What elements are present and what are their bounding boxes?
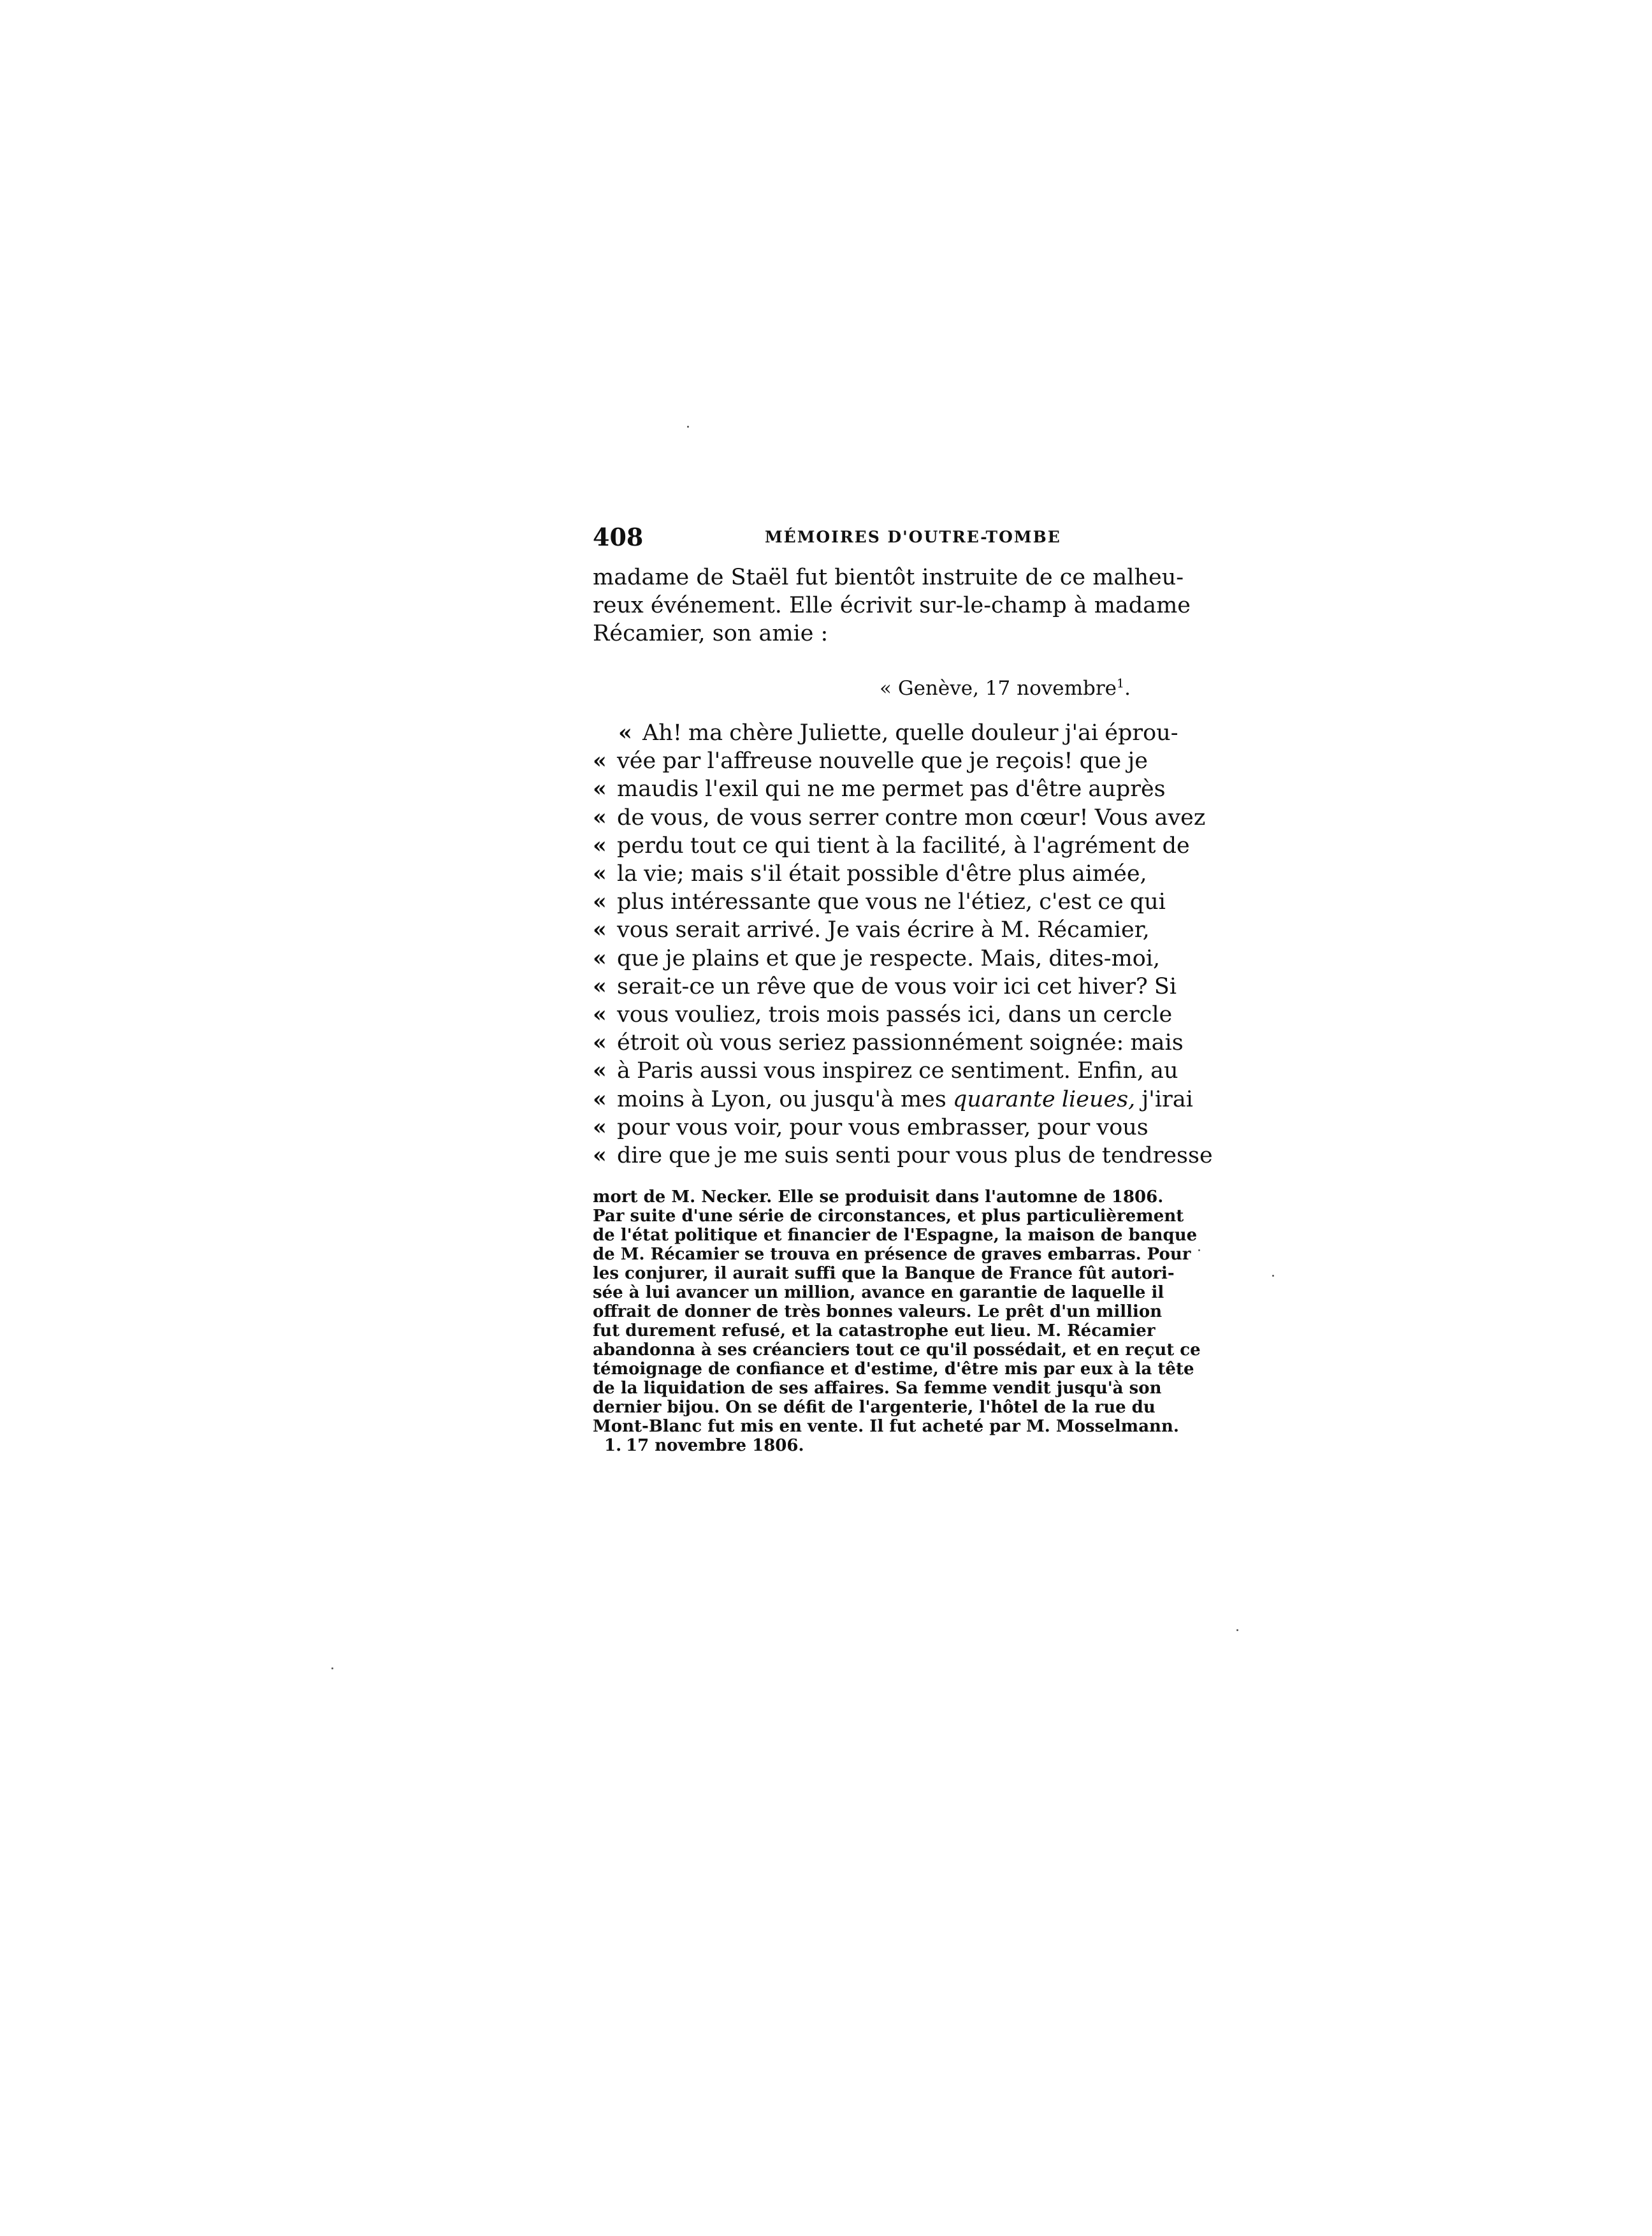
letter-line-text: vous vouliez, trois mois passés ici, dans un cercle	[617, 1002, 1173, 1028]
quote-mark: «	[593, 1114, 607, 1140]
dateline-text: « Genève, 17 novembre	[880, 677, 1117, 700]
letter-line	[593, 1029, 1192, 1057]
footnote-line: de l'état politique et financier de l'Espagne, la maison de banque	[593, 1226, 1198, 1245]
quote-mark: «	[593, 1085, 607, 1112]
intro-line: madame de Staël fut bientôt instruite de ce malheu-	[593, 565, 1184, 590]
footnote-line: offrait de donner de très bonnes valeurs. Le prêt d'un million	[593, 1302, 1163, 1322]
letter-line	[593, 747, 1192, 775]
quote-mark: «	[593, 1001, 607, 1028]
letter-line	[593, 1057, 1192, 1085]
letter-line-text: serait-ce un rêve que de vous voir ici cet hiver? Si	[617, 973, 1177, 999]
quote-mark: «	[593, 917, 607, 943]
scan-speck	[687, 426, 689, 428]
quote-mark: «	[593, 1057, 607, 1084]
letter-line-text: vous serait arrivé. Je vais écrire à M. Récamier,	[617, 917, 1150, 943]
letter-line	[593, 775, 1192, 803]
letter-body	[593, 719, 1213, 1170]
footnotes	[593, 1187, 1201, 1456]
footnote-line: Mont-Blanc fut mis en vente. Il fut acheté par M. Mosselmann.	[593, 1417, 1179, 1437]
scan-speck	[1198, 1249, 1200, 1251]
letter-line-text: la vie; mais s'il était possible d'être plus aimée,	[617, 861, 1147, 887]
quote-mark: «	[593, 860, 607, 887]
quote-mark: «	[593, 889, 607, 915]
italic-phrase: quarante lieues,	[952, 1086, 1136, 1112]
letter-line	[593, 1114, 1192, 1142]
letter-dateline	[593, 674, 1192, 702]
footnote-line: de M. Récamier se trouva en présence de graves embarras. Pour	[593, 1245, 1191, 1265]
footnote-line: sée à lui avancer un million, avance en garantie de laquelle il	[593, 1283, 1164, 1303]
letter-line	[593, 1001, 1192, 1029]
letter-line	[593, 916, 1192, 944]
letter-line-text: à Paris aussi vous inspirez ce sentiment. Enfin, au	[617, 1058, 1178, 1084]
intro-paragraph	[593, 563, 1192, 648]
letter-line	[593, 860, 1192, 888]
quote-mark: «	[593, 832, 607, 859]
footnote-line: de la liquidation de ses affaires. Sa femme vendit jusqu'à son	[593, 1379, 1162, 1398]
running-head	[593, 523, 1192, 561]
footnote-line: fut durement refusé, et la catastrophe eut lieu. M. Récamier	[593, 1321, 1156, 1341]
letter-line-text: maudis l'exil qui ne me permet pas d'être auprès	[617, 776, 1166, 802]
footnote-line: témoignage de confiance et d'estime, d'être mis par eux à la tête	[593, 1360, 1194, 1379]
footnote-line: Par suite d'une série de circonstances, et plus particulièrement	[593, 1207, 1184, 1226]
letter-line-text: plus intéressante que vous ne l'étiez, c'est ce qui	[617, 889, 1166, 915]
intro-line: Récamier, son amie :	[593, 621, 829, 646]
scan-speck	[1236, 1629, 1238, 1631]
letter-line-text: moins à Lyon, ou jusqu'à mes	[617, 1086, 953, 1112]
quote-mark: «	[593, 748, 607, 774]
quote-mark: «	[618, 720, 632, 746]
footnote-number: 1.	[604, 1436, 622, 1456]
intro-line: reux événement. Elle écrivit sur-le-champ à madame	[593, 593, 1191, 618]
letter-line-text: dire que je me suis senti pour vous plus de tendresse	[617, 1143, 1213, 1169]
quote-mark: «	[593, 945, 607, 971]
letter-line	[593, 1142, 1213, 1170]
letter-line-text: que je plains et que je respecte. Mais, dites-moi,	[617, 945, 1161, 971]
footnote-text: 17 novembre 1806.	[626, 1436, 804, 1456]
letter-line-text: j'irai	[1135, 1086, 1193, 1112]
letter-line-text: étroit où vous seriez passionnément soignée: mais	[617, 1030, 1184, 1056]
footnote-1	[593, 1436, 1192, 1455]
dateline-end: .	[1124, 677, 1131, 700]
letter-line-text: vée par l'affreuse nouvelle que je reçois! que je	[617, 748, 1148, 774]
letter-line	[593, 973, 1192, 1001]
footnote-line: les conjurer, il aurait suffi que la Banque de France fût autori-	[593, 1264, 1175, 1284]
letter-line	[593, 945, 1192, 973]
letter-line	[593, 888, 1192, 916]
quote-mark: «	[593, 1029, 607, 1056]
quote-mark: «	[593, 776, 607, 802]
letter-line	[593, 832, 1192, 860]
footnote-line: abandonna à ses créanciers tout ce qu'il possédait, et en reçut ce	[593, 1340, 1201, 1360]
footnote-reference: 1	[1117, 676, 1125, 691]
footnote-line: mort de M. Necker. Elle se produisit dans l'automne de 1806.	[593, 1187, 1164, 1207]
book-page	[593, 523, 1213, 1456]
quote-mark: «	[593, 1142, 607, 1169]
letter-line-text: de vous, de vous serrer contre mon cœur! Vous avez	[617, 804, 1206, 831]
letter-line-text: pour vous voir, pour vous embrasser, pour vous	[617, 1114, 1148, 1140]
letter-line-text: Ah! ma chère Juliette, quelle douleur j'ai éprou-	[642, 720, 1178, 746]
letter-line	[593, 804, 1206, 832]
footnote-line: dernier bijou. On se défit de l'argenterie, l'hôtel de la rue du	[593, 1398, 1156, 1418]
running-title: MÉMOIRES D'OUTRE-TOMBE	[765, 528, 1061, 546]
scan-speck	[1272, 1275, 1274, 1277]
quote-mark: «	[593, 804, 607, 831]
scan-speck	[331, 1667, 333, 1669]
letter-line-text: perdu tout ce qui tient à la facilité, à l'agrément de	[617, 832, 1190, 859]
page-number: 408	[593, 523, 644, 551]
letter-line	[593, 719, 1192, 747]
quote-mark: «	[593, 973, 607, 999]
letter-line	[593, 1085, 1192, 1114]
